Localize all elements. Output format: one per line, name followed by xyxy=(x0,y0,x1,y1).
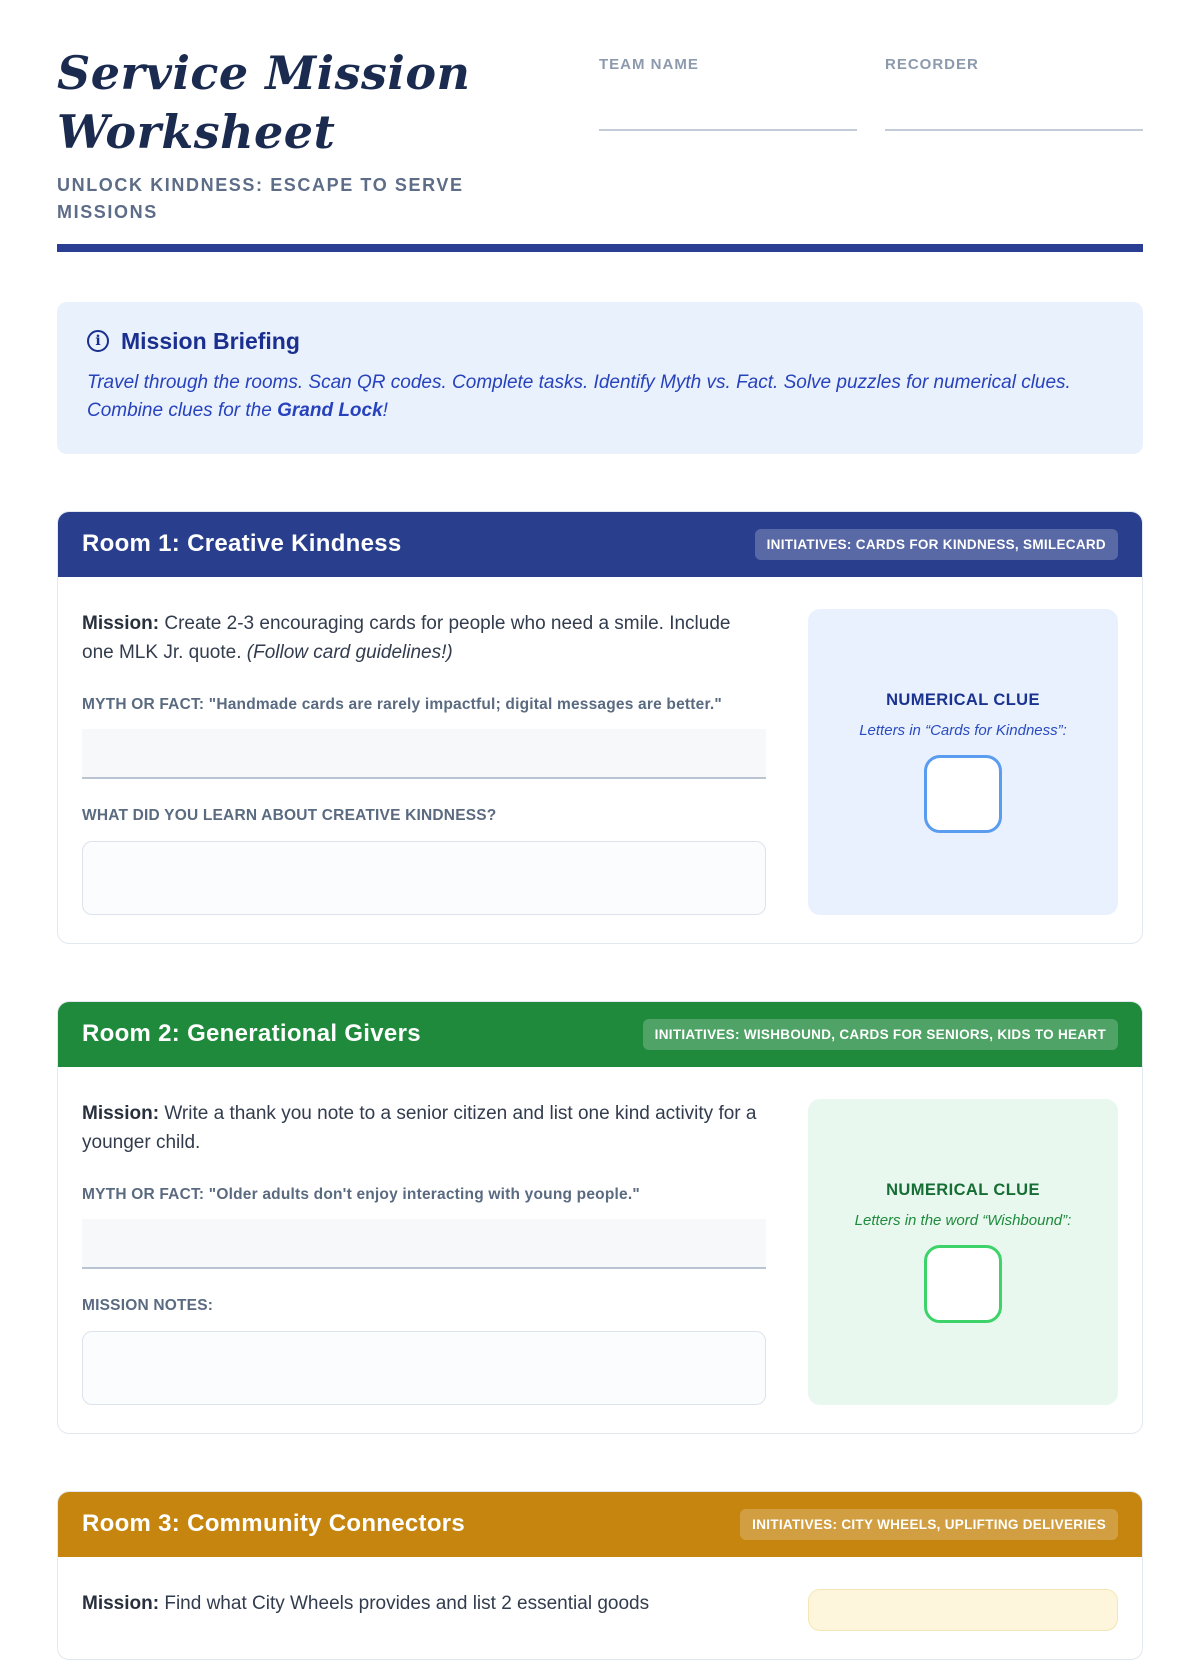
header-fields xyxy=(599,44,1143,226)
recorder-label: RECORDER xyxy=(885,56,979,73)
mission-text: Write a thank you note to a senior citizen and list one kind activity for a younger child. xyxy=(82,1102,757,1154)
mission-label: Mission: xyxy=(82,1592,160,1614)
room-2-notes-textarea[interactable] xyxy=(82,1331,766,1405)
room-1-myth-answer-input[interactable] xyxy=(82,729,766,779)
room-2-myth-answer-input[interactable] xyxy=(82,1219,766,1269)
room-2-mission-notes-label: MISSION NOTES: xyxy=(82,1297,214,1315)
room-1-mission xyxy=(82,609,766,668)
team-name-label: TEAM NAME xyxy=(599,56,699,73)
masthead xyxy=(57,44,527,226)
room-1-clue-title: NUMERICAL CLUE xyxy=(886,690,1040,709)
header-divider xyxy=(57,244,1143,252)
room-1-clue-panel xyxy=(808,609,1118,915)
room-1-learn-label: WHAT DID YOU LEARN ABOUT CREATIVE KINDNESS? xyxy=(82,807,497,825)
room-3-body xyxy=(58,1557,1142,1659)
room-3-clue-panel xyxy=(808,1589,1118,1631)
team-name-input[interactable] xyxy=(599,129,857,131)
room-1-clue-answer-box[interactable] xyxy=(924,755,1002,833)
room-2-content xyxy=(82,1099,766,1405)
room-3-initiatives-badge: INITIATIVES: CITY WHEELS, UPLIFTING DELIVERIES xyxy=(740,1509,1118,1540)
room-2-mission xyxy=(82,1099,766,1158)
room-1-myth-or-fact-label: MYTH OR FACT: "Handmade cards are rarely impactful; digital messages are better." xyxy=(82,695,722,713)
briefing-text xyxy=(87,369,1113,426)
room-1-content xyxy=(82,609,766,915)
room-2-clue-title: NUMERICAL CLUE xyxy=(886,1180,1040,1199)
room-1-header xyxy=(58,512,1142,577)
room-1-initiatives-badge: INITIATIVES: CARDS FOR KINDNESS, SMILECARD xyxy=(755,529,1118,560)
team-name-field-group xyxy=(599,56,857,226)
briefing-grand-lock: Grand Lock xyxy=(277,400,383,422)
mission-briefing-box xyxy=(57,302,1143,454)
room-2-body xyxy=(58,1067,1142,1433)
room-1-body xyxy=(58,577,1142,943)
room-2-clue-answer-box[interactable] xyxy=(924,1245,1002,1323)
room-1-notes-textarea[interactable] xyxy=(82,841,766,915)
page-title: Service Mission Worksheet xyxy=(57,46,471,159)
briefing-text-body: Travel through the rooms. Scan QR codes. Complete tasks. Identify Myth vs. Fact. Solve puzzles for numerical clues. Combine clues for the xyxy=(87,371,1071,422)
briefing-title-row xyxy=(87,328,1113,355)
mission-note: (Follow card guidelines!) xyxy=(246,642,453,664)
room-2-myth-or-fact-label: MYTH OR FACT: "Older adults don't enjoy interacting with young people." xyxy=(82,1185,640,1203)
info-icon: i xyxy=(87,330,109,352)
room-3-content xyxy=(82,1589,766,1631)
room-1-card xyxy=(57,511,1143,944)
room-1-title: Room 1: Creative Kindness xyxy=(82,530,402,558)
page-subtitle: UNLOCK KINDNESS: ESCAPE TO SERVE MISSIONS xyxy=(57,174,464,222)
room-3-card xyxy=(57,1491,1143,1660)
mission-label: Mission: xyxy=(82,612,160,634)
mission-text: Find what City Wheels provides and list 2 essential goods xyxy=(164,1592,650,1614)
recorder-input[interactable] xyxy=(885,129,1143,131)
page-header xyxy=(57,0,1143,226)
briefing-title: Mission Briefing xyxy=(121,327,300,354)
room-3-header xyxy=(58,1492,1142,1557)
room-2-card xyxy=(57,1001,1143,1434)
room-2-clue-panel xyxy=(808,1099,1118,1405)
room-3-mission xyxy=(82,1589,766,1618)
room-2-header xyxy=(58,1002,1142,1067)
recorder-field-group xyxy=(885,56,1143,226)
briefing-text-end: ! xyxy=(382,400,388,422)
room-2-title: Room 2: Generational Givers xyxy=(82,1020,421,1048)
mission-label: Mission: xyxy=(82,1102,160,1124)
room-1-clue-subtitle: Letters in “Cards for Kindness”: xyxy=(859,721,1067,739)
room-2-initiatives-badge: INITIATIVES: WISHBOUND, CARDS FOR SENIORS, KIDS TO HEART xyxy=(643,1019,1118,1050)
mission-text: Create 2-3 encouraging cards for people who need a smile. Include one MLK Jr. quote. xyxy=(82,612,731,664)
room-2-clue-subtitle: Letters in the word “Wishbound”: xyxy=(854,1211,1072,1229)
room-3-title: Room 3: Community Connectors xyxy=(82,1510,466,1538)
